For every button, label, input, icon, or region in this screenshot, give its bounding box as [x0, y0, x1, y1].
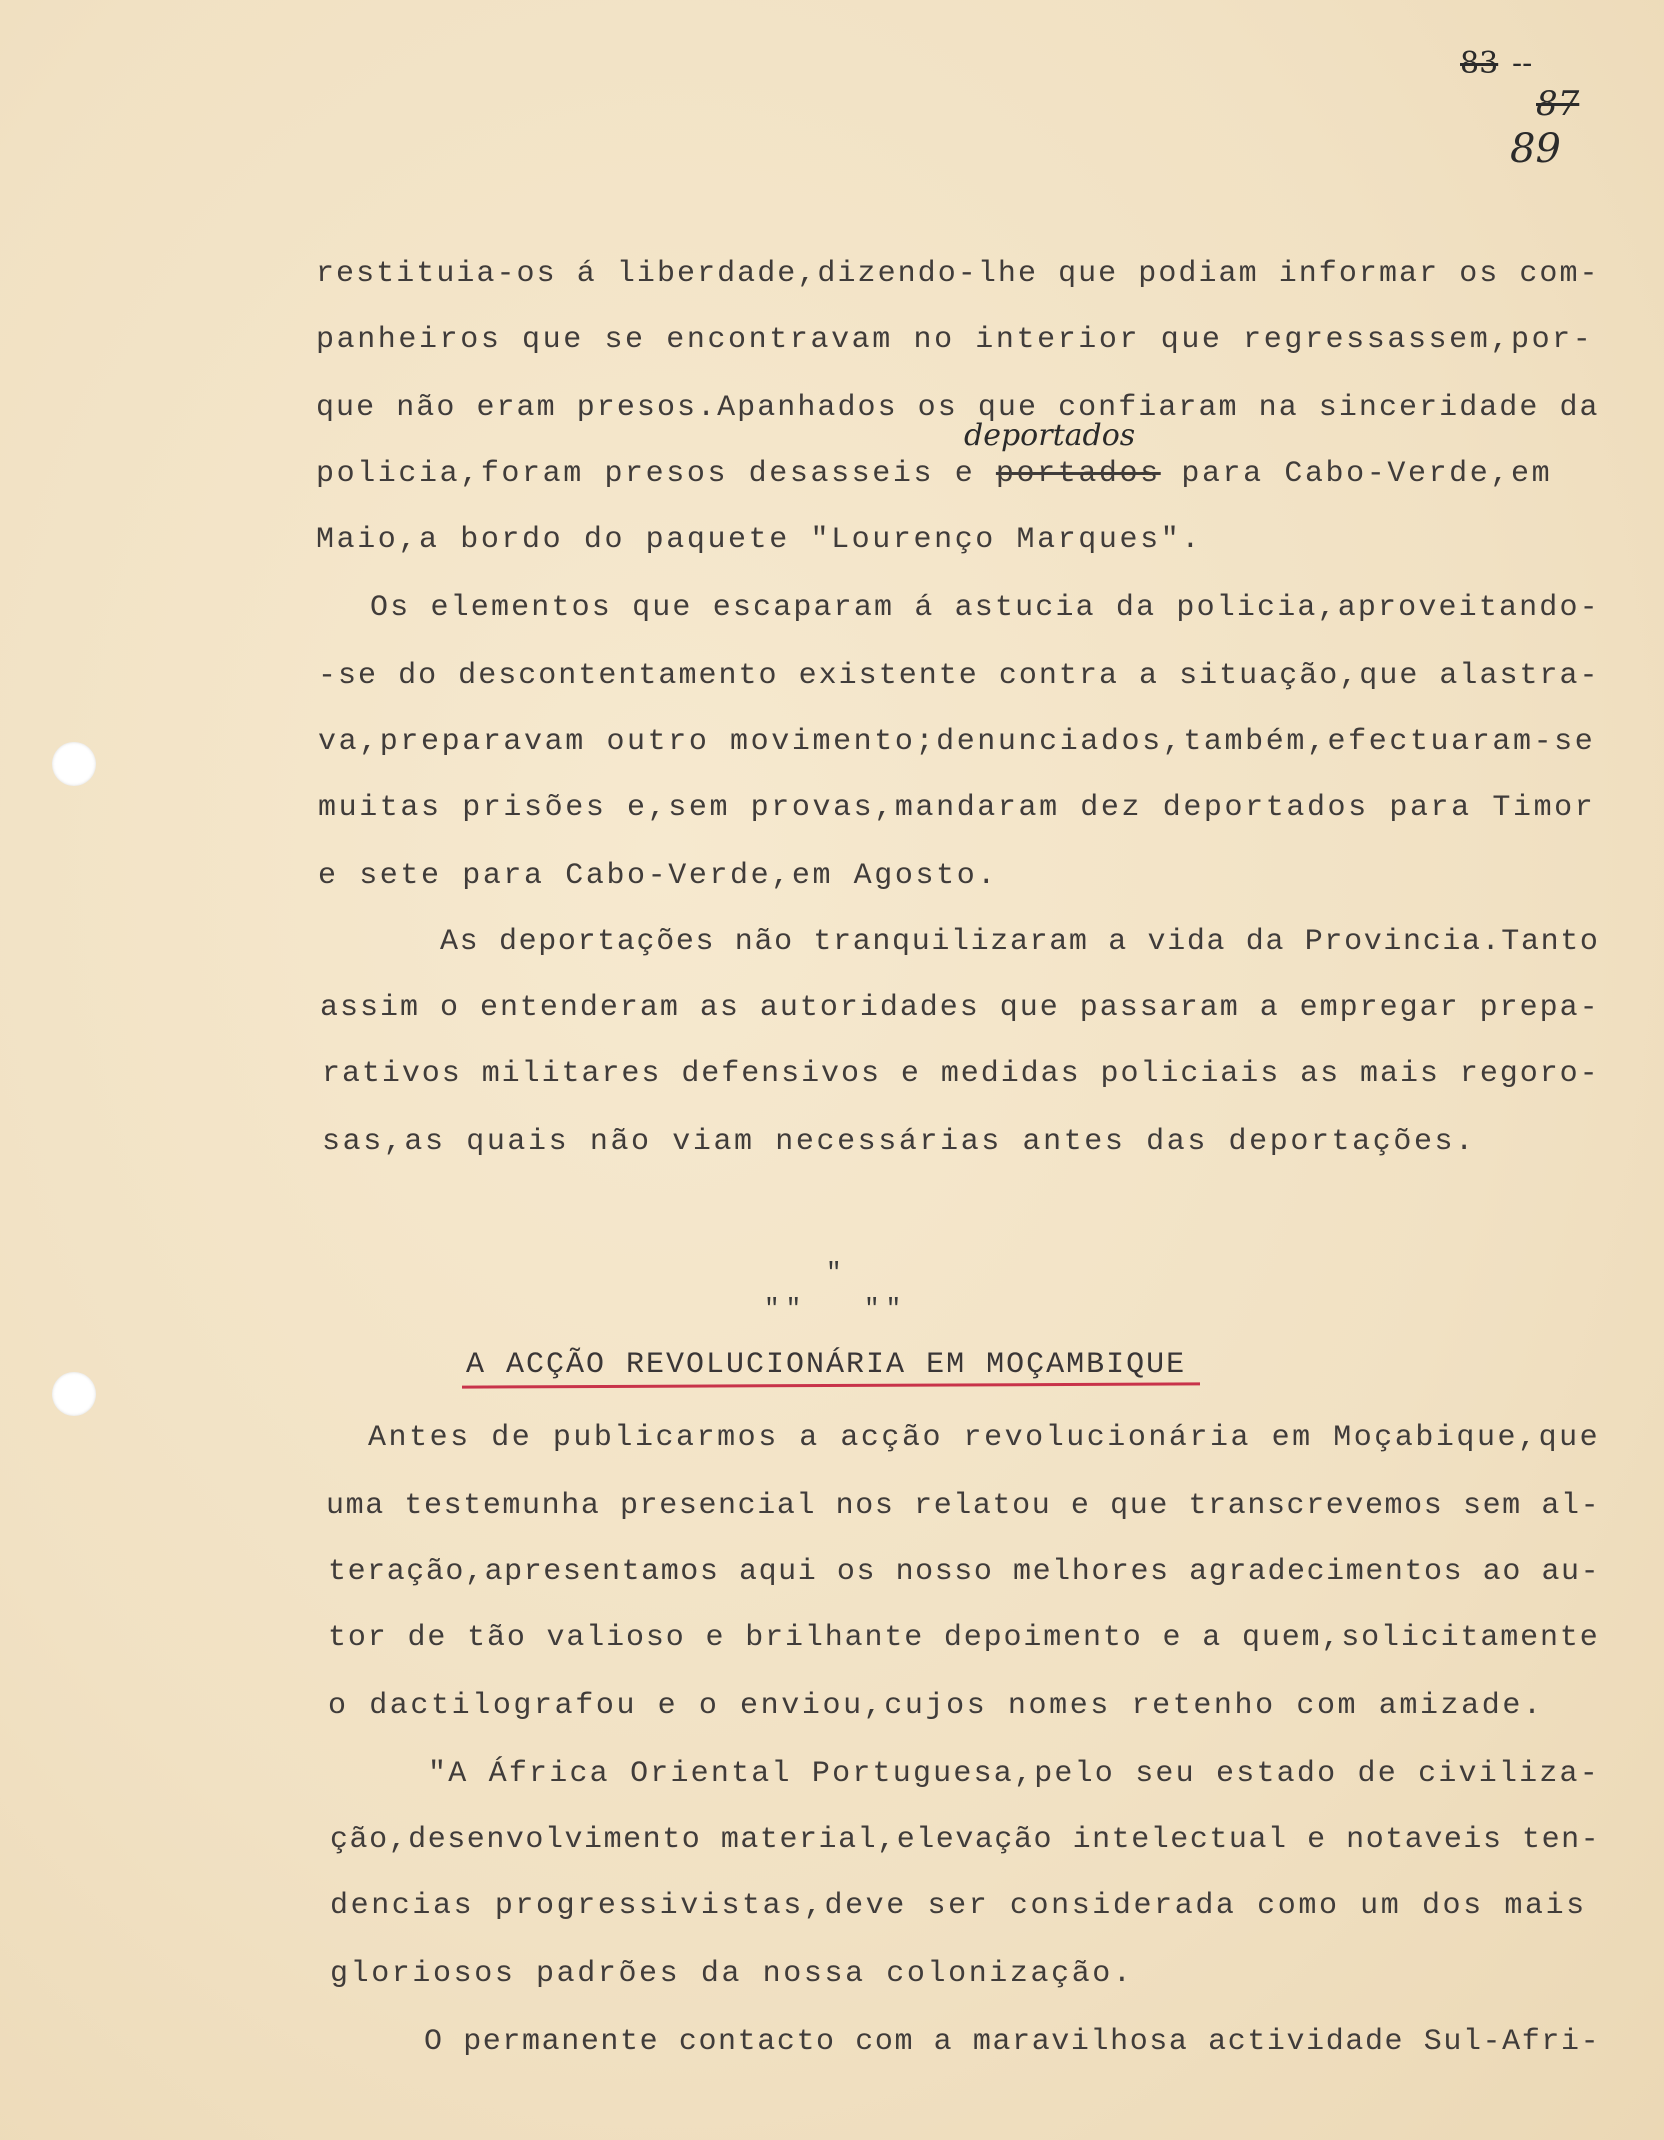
quote-mark-right: ""	[864, 1294, 908, 1324]
text-line: muitas prisões e,sem provas,mandaram dez deportados para Timor	[318, 791, 1596, 825]
text-line: va,preparavam outro movimento;denunciados,também,efectuaram-se	[318, 725, 1596, 759]
text-line: dencias progressivistas,deve ser considerada como um dos mais	[330, 1889, 1587, 1923]
text-line: uma testemunha presencial nos relatou e que transcrevemos sem al-	[326, 1489, 1601, 1523]
text-line: O permanente contacto com a maravilhosa actividade Sul-Afri-	[424, 2025, 1601, 2059]
text-line	[316, 456, 1552, 492]
handwritten-insertion: deportados	[964, 418, 1136, 453]
quote-mark-top: "	[826, 1258, 848, 1288]
text-line: Maio,a bordo do paquete "Lourenço Marques".	[316, 523, 1202, 557]
text-line: e sete para Cabo-Verde,em Agosto.	[318, 859, 998, 893]
quote-mark-left: ""	[764, 1294, 808, 1324]
struck-word: portados	[995, 457, 1161, 491]
heading-underline	[462, 1382, 1200, 1388]
text-line: panheiros que se encontravam no interior que regressassem,por-	[316, 323, 1594, 357]
page-number-current: 89	[1510, 126, 1561, 172]
page-number-dashes: --	[1512, 46, 1533, 81]
punch-hole-top	[52, 742, 96, 786]
text-line: o dactilografou e o enviou,cujos nomes retenho com amizade.	[328, 1689, 1544, 1723]
text-line: tor de tão valioso e brilhante depoimento e a quem,solicitamente	[328, 1621, 1600, 1655]
text-line: sas,as quais não viam necessárias antes das deportações.	[322, 1125, 1476, 1159]
page-number-second: 87	[1536, 84, 1580, 124]
text-line: Os elementos que escaparam á astucia da policia,aproveitando-	[370, 591, 1600, 625]
text-segment: para Cabo-Verde,em	[1160, 457, 1553, 491]
text-line: -se do descontentamento existente contra a situação,que alastra-	[318, 659, 1600, 693]
text-line: Antes de publicarmos a acção revolucionária em Moçabique,que	[368, 1421, 1601, 1455]
page-number-old: 83	[1460, 46, 1499, 81]
text-segment: policia,foram presos desasseis e	[316, 457, 996, 491]
text-line: que não eram presos.Apanhados os que confiaram na sinceridade da	[316, 391, 1600, 425]
text-line: gloriosos padrões da nossa colonização.	[330, 1957, 1134, 1991]
punch-hole-bottom	[52, 1372, 96, 1416]
text-line: ção,desenvolvimento material,elevação intelectual e notaveis ten-	[330, 1823, 1601, 1857]
text-line: assim o entenderam as autoridades que passaram a empregar prepa-	[320, 991, 1600, 1025]
text-line: rativos militares defensivos e medidas policiais as mais regoro-	[322, 1057, 1600, 1091]
text-line: As deportações não tranquilizaram a vida da Provincia.Tanto	[440, 925, 1600, 959]
text-line: "A África Oriental Portuguesa,pelo seu estado de civiliza-	[428, 1757, 1600, 1791]
text-line: teração,apresentamos aqui os nosso melhores agradecimentos ao au-	[328, 1555, 1601, 1589]
text-line: restituia-os á liberdade,dizendo-lhe que podiam informar os com-	[316, 257, 1600, 291]
section-heading: A ACÇÃO REVOLUCIONÁRIA EM MOÇAMBIQUE	[466, 1348, 1187, 1382]
